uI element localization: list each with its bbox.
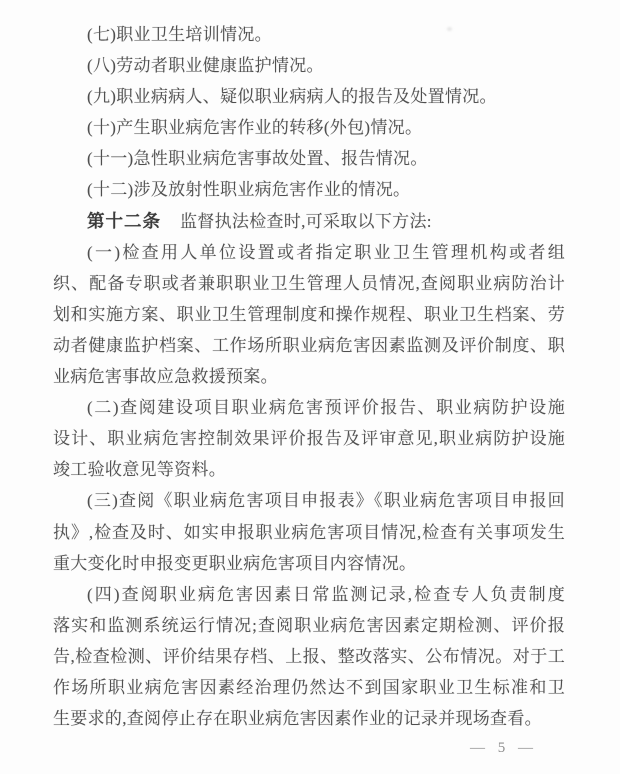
page-number: — 5 — [470, 740, 535, 756]
paragraph-1-line-3: 划和实施方案、职业卫生管理制度和操作规程、职业卫生档案、劳 [53, 304, 565, 324]
paragraph-1-line-5: 业病危害事故应急救援预案。 [53, 367, 278, 387]
paragraph-2-line-1: (二)查阅建设项目职业病危害预评价报告、职业病防护设施 [87, 398, 565, 418]
paragraph-4-line-1: (四)查阅职业病危害因素日常监测记录,检查专人负责制度 [87, 584, 565, 604]
document-body [53, 19, 565, 734]
paragraph-1-line-1: (一)检查用人单位设置或者指定职业卫生管理机构或者组 [87, 242, 565, 262]
paragraph-2-line-2: 设计、职业病危害控制效果评价报告及评审意见,职业病防护设施 [53, 429, 565, 449]
list-item-10: (十)产生职业病危害作业的转移(外包)情况。 [87, 118, 423, 138]
list-item-9: (九)职业病病人、疑似职业病病人的报告及处置情况。 [87, 87, 497, 107]
paragraph-4-line-5: 生要求的,查阅停止存在职业病危害因素作业的记录并现场查看。 [53, 709, 542, 729]
article-number: 第十二条 [87, 210, 161, 231]
list-item-11: (十一)急性职业病危害事故处置、报告情况。 [87, 149, 428, 169]
paragraph-4-line-4: 作场所职业病危害因素经治理仍然达不到国家职业卫生标准和卫 [53, 677, 565, 697]
paragraph-1-line-2: 织、配备专职或者兼职职业卫生管理人员情况,查阅职业病防治计 [53, 273, 565, 293]
paragraph-4-line-3: 告,检查检测、评价结果存档、上报、整改落实、公布情况。对于工 [53, 646, 565, 666]
paragraph-3-line-3: 重大变化时申报变更职业病危害项目内容情况。 [53, 553, 417, 573]
paragraph-3-line-2: 执》,检查及时、如实申报职业病危害项目情况,检查有关事项发生 [53, 522, 565, 542]
list-item-12: (十二)涉及放射性职业病危害作业的情况。 [87, 180, 411, 200]
paragraph-2-line-3: 竣工验收意见等资料。 [53, 460, 226, 480]
article-intro: 监督执法检查时,可采取以下方法: [180, 211, 432, 231]
paragraph-4-line-2: 落实和监测系统运行情况;查阅职业病危害因素定期检测、评价报 [53, 615, 565, 635]
list-item-7: (七)职业卫生培训情况。 [87, 25, 272, 44]
list-item-8: (八)劳动者职业健康监护情况。 [87, 56, 324, 76]
paragraph-1-line-4: 动者健康监护档案、工作场所职业病危害因素监测及评价制度、职 [53, 335, 565, 355]
paragraph-3-line-1: (三)查阅《职业病危害项目申报表》《职业病危害项目申报回 [87, 491, 565, 511]
article-12-heading [53, 206, 565, 237]
